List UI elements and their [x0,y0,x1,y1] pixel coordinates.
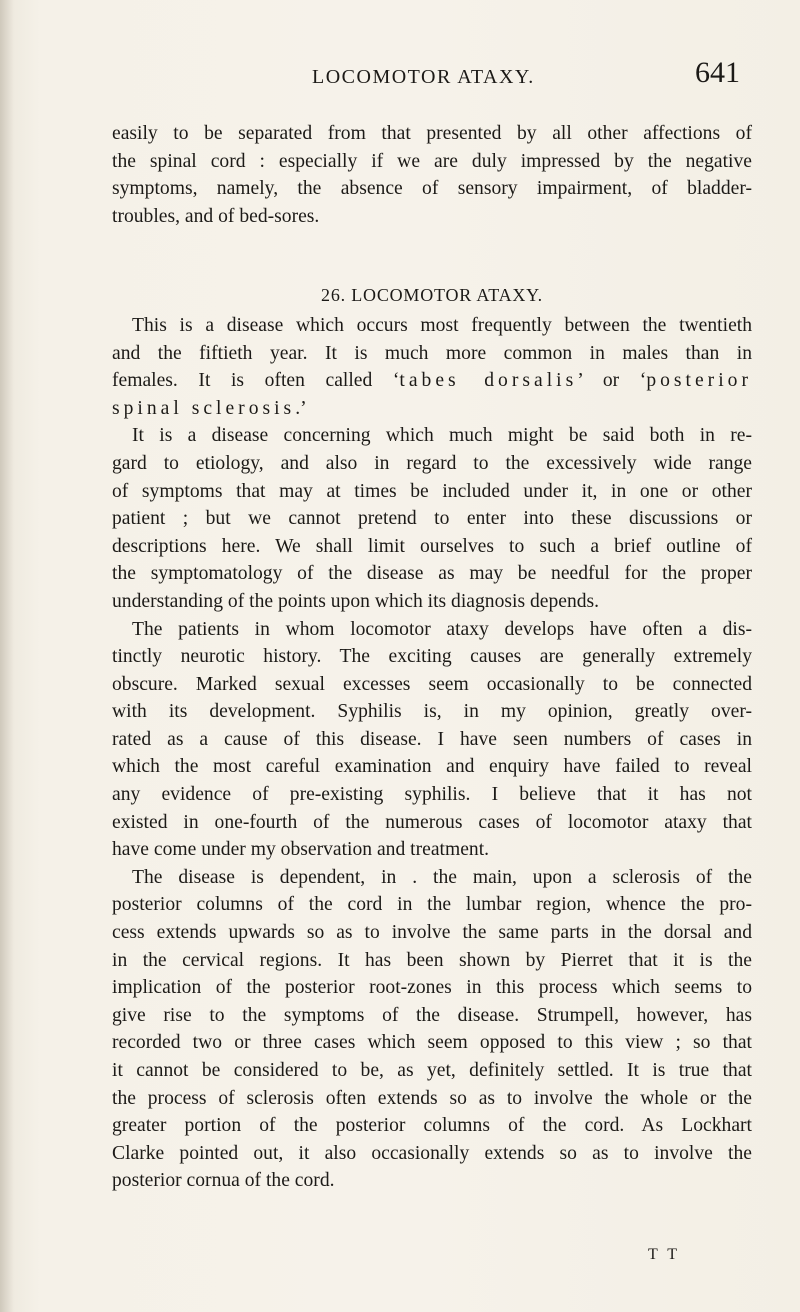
text-line: The patients in whom locomotor ataxy develops have often a dis- [132,618,752,640]
section-heading: 26. LOCOMOTOR ATAXY. [321,285,543,306]
text-line: This is a disease which occurs most frequently between the twentieth [132,314,752,336]
paragraph-1 [112,312,752,422]
text-line: posterior columns of the cord in the lumbar region, whence the pro- [112,894,752,916]
text-line-composite [112,367,752,395]
text-line: the symptomatology of the disease as may be needful for the proper [112,563,752,585]
text-line: implication of the posterior root-zones in this process which seems to [112,977,752,999]
text-line: It is a disease concerning which much might be said both in re- [132,425,752,447]
text-line: in the cervical regions. It has been shown by Pierret that it is the [112,949,752,971]
text-line: understanding of the points upon which its diagnosis depends. [112,590,600,612]
term-posterior: posterior [646,370,752,392]
running-head [112,56,752,102]
text-line: existed in one-fourth of the numerous cases of locomotor ataxy that [112,811,752,833]
text-line: it cannot be considered to be, as yet, definitely settled. It is true that [112,1060,752,1081]
text-line: the spinal cord : especially if we are duly impressed by the negative [112,150,752,172]
text-line-composite [112,395,752,423]
paragraph-4 [112,864,752,1195]
text-line: symptoms, namely, the absence of sensory impairment, of bladder- [112,178,752,200]
text-line: any evidence of pre-existing syphilis. I believe that it has not [112,784,752,806]
paragraph-3 [112,616,752,864]
text-line: of symptoms that may at times be included under it, in one or other [112,480,752,502]
text-line: patient ; but we cannot pretend to enter into these discussions or [112,508,752,530]
page-gutter-shadow [0,0,14,1312]
text-line: tinctly neurotic history. The exciting causes are generally extremely [112,646,752,668]
term-spinal-sclerosis: spinal sclerosis [112,397,296,419]
text-fragment: females. It is often called ‘ [112,370,400,392]
text-line: easily to be separated from that presented by all other affections of [112,123,752,144]
text-line: greater portion of the posterior columns of the cord. As Lockhart [112,1115,752,1137]
text-line: posterior cornua of the cord. [112,1170,335,1192]
continuation-paragraph [112,120,752,230]
term-tabes-dorsalis: tabes dorsalis [399,370,578,392]
signature-mark: T T [648,1246,680,1263]
text-line: rated as a cause of this disease. I have seen numbers of cases in [112,728,752,750]
text-line: the process of sclerosis often extends so as to involve the whole or the [112,1087,752,1109]
paragraph-2 [112,422,752,615]
text-line: give rise to the symptoms of the disease. Strumpell, however, has [112,1004,752,1026]
text-fragment: ’ or ‘ [577,370,647,392]
text-line: have come under my observation and treatment. [112,839,490,861]
text-line: descriptions here. We shall limit ourselves to such a brief outline of [112,535,752,557]
text-line: and the fiftieth year. It is much more common in males than in [112,342,752,364]
text-line: obscure. Marked sexual excesses seem occasionally to be connected [112,673,752,695]
body-text [112,120,752,1195]
text-line: Clarke pointed out, it also occasionally extends so as to involve the [112,1142,752,1164]
text-line: which the most careful examination and enquiry have failed to reveal [112,756,752,778]
text-line: troubles, and of bed-sores. [112,205,320,227]
text-line: cess extends upwards so as to involve the same parts in the dorsal and [112,922,752,944]
text-line: The disease is dependent, in . the main, upon a sclerosis of the [132,866,752,888]
running-title: LOCOMOTOR ATAXY. [312,66,535,88]
text-line: gard to etiology, and also in regard to the excessively wide range [112,452,752,474]
text-line: with its development. Syphilis is, in my opinion, greatly over- [112,701,752,723]
page-number: 641 [695,56,740,89]
text-fragment: .’ [295,397,307,419]
text-line: recorded two or three cases which seem opposed to this view ; so that [112,1032,752,1054]
